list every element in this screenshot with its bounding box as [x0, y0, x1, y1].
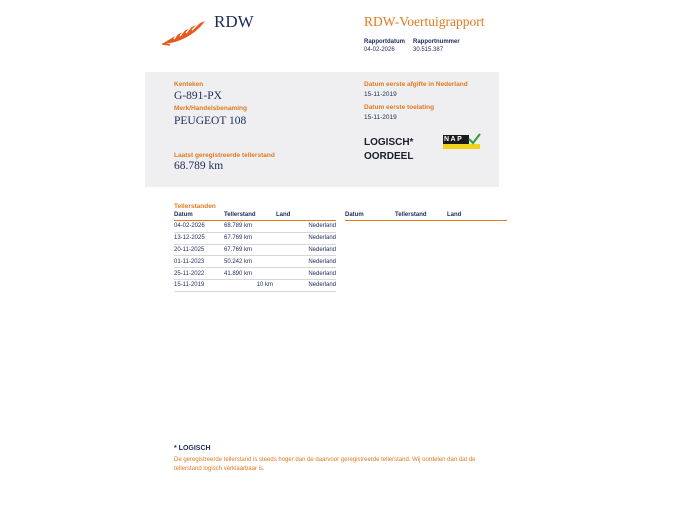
plate-label: Kenteken — [174, 81, 204, 88]
brand-name: RDW — [214, 12, 254, 31]
first-admission-value: 15-11-2019 — [364, 114, 397, 121]
row-country: Nederland — [276, 256, 336, 268]
meta-header-date: Rapportdatum — [364, 39, 405, 45]
col-date: Datum — [174, 211, 224, 221]
col-odometer: Tellerstand — [395, 211, 447, 221]
col-date: Datum — [345, 211, 395, 221]
first-admission-nl-value: 15-11-2019 — [364, 91, 397, 98]
row-country: Nederland — [276, 268, 336, 280]
footnote-line-2: tellerstand logisch verklaarbaar is. — [174, 466, 265, 472]
table-row — [174, 221, 336, 233]
row-date: 13-12-2025 — [174, 232, 224, 244]
make-label: Merk/Handelsbenaming — [174, 105, 247, 112]
readings-table-left — [174, 211, 336, 292]
rdw-logo-icon — [160, 18, 208, 46]
footnote-line-1: De geregistreerde tellerstand is steeds hoger dan de daarvoor geregistreerde tellerstand. Wij oordelen dan dat de — [174, 457, 476, 463]
col-country: Land — [447, 211, 507, 221]
row-date: 01-11-2023 — [174, 256, 224, 268]
row-date: 20-11-2025 — [174, 244, 224, 256]
col-country: Land — [276, 211, 336, 221]
row-km: 50.242 km — [224, 256, 276, 268]
row-date: 25-11-2022 — [174, 268, 224, 280]
report-title: RDW-Voertuigrapport — [364, 14, 485, 29]
table-header-row — [345, 211, 507, 221]
readings-title: Tellerstanden — [174, 203, 216, 210]
odometer-value: 68.789 km — [174, 160, 224, 172]
row-country: Nederland — [276, 232, 336, 244]
table-row — [174, 256, 336, 268]
col-odometer: Tellerstand — [224, 211, 276, 221]
table-row — [174, 279, 336, 291]
row-country: Nederland — [276, 279, 336, 291]
row-km: 67.769 km — [224, 232, 276, 244]
footnote-title: * LOGISCH — [174, 445, 211, 452]
row-km: 41.890 km — [224, 268, 276, 280]
nap-logo-text: NAP — [444, 136, 464, 143]
meta-value-number: 30.515.387 — [413, 47, 444, 53]
odometer-label: Laatst geregistreerde tellerstand — [174, 152, 275, 159]
plate-value: G-891-PX — [174, 90, 222, 102]
first-admission-nl-label: Datum eerste afgifte in Nederland — [364, 81, 468, 88]
verdict-line-1: LOGISCH* — [364, 137, 414, 148]
nap-logo-icon — [443, 135, 480, 150]
table-row — [174, 268, 336, 280]
row-km: 68.789 km — [224, 221, 276, 233]
row-date: 15-11-2019 — [174, 279, 224, 291]
verdict-line-2: OORDEEL — [364, 151, 414, 162]
row-country: Nederland — [276, 221, 336, 233]
row-date: 04-02-2026 — [174, 221, 224, 233]
meta-value-date: 04-02-2026 — [364, 47, 395, 53]
table-row — [174, 244, 336, 256]
first-admission-label: Datum eerste toelating — [364, 104, 435, 111]
make-value: PEUGEOT 108 — [174, 115, 247, 127]
table-header-row — [174, 211, 336, 221]
readings-table-right — [345, 211, 507, 221]
row-country: Nederland — [276, 244, 336, 256]
meta-header-number: Rapportnummer — [413, 39, 460, 45]
row-km: 10 km — [224, 279, 276, 291]
row-km: 67.769 km — [224, 244, 276, 256]
table-row — [174, 232, 336, 244]
